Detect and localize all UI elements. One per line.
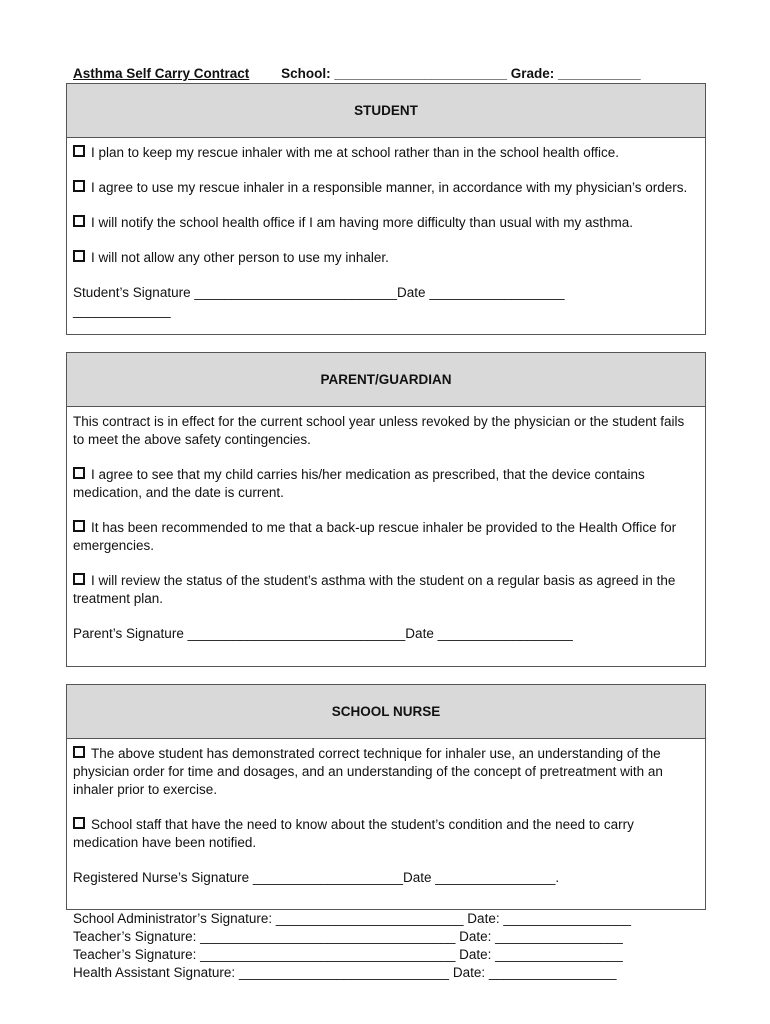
checkbox-icon[interactable]: [73, 145, 85, 157]
grade-field[interactable]: Grade: ___________: [510, 66, 641, 81]
parent-heading: PARENT/GUARDIAN: [67, 353, 705, 407]
checkbox-icon[interactable]: [73, 520, 85, 532]
checkbox-icon[interactable]: [73, 817, 85, 829]
student-item: I will not allow any other person to use my inhaler.: [73, 249, 699, 267]
school-field[interactable]: School: _______________________: [281, 66, 508, 81]
student-section: [66, 83, 706, 335]
checkbox-icon[interactable]: [73, 746, 85, 758]
checkbox-icon[interactable]: [73, 573, 85, 585]
teacher-signature-line[interactable]: Teacher’s Signature: __________________________________ Date: _________________: [73, 929, 623, 944]
student-signature-line-cont: _____________: [73, 303, 171, 318]
student-item: I agree to use my rescue inhaler in a responsible manner, in accordance with my physician’s orders.: [73, 179, 699, 197]
nurse-heading: SCHOOL NURSE: [67, 685, 705, 739]
parent-item: I will review the status of the student’s asthma with the student on a regular basis as agreed in the treatment plan.: [73, 573, 676, 606]
form-header: [73, 66, 713, 81]
nurse-signature-line[interactable]: Registered Nurse’s Signature ____________________Date ________________.: [73, 870, 560, 885]
checkbox-icon[interactable]: [73, 215, 85, 227]
student-item: I will notify the school health office if I am having more difficulty than usual with my asthma.: [73, 214, 699, 232]
student-item: I plan to keep my rescue inhaler with me at school rather than in the school health office.: [73, 144, 699, 162]
parent-section: [66, 352, 706, 667]
footer-signatures: [73, 910, 713, 982]
parent-intro: This contract is in effect for the current school year unless revoked by the physician or the student fails to meet the above safety contingencies.: [73, 414, 685, 447]
checkbox-icon[interactable]: [73, 467, 85, 479]
nurse-item: The above student has demonstrated correct technique for inhaler use, an understanding of the physician order for time and dosages, and an understanding of the concept of pretreatment with an inhaler prior to exercise.: [73, 746, 663, 797]
administrator-signature-line[interactable]: School Administrator’s Signature: _________________________ Date: _________________: [73, 911, 631, 926]
student-heading: STUDENT: [67, 84, 705, 138]
teacher-signature-line[interactable]: Teacher’s Signature: __________________________________ Date: _________________: [73, 947, 623, 962]
parent-item: It has been recommended to me that a back-up rescue inhaler be provided to the Health Office for emergencies.: [73, 520, 677, 553]
health-assistant-signature-line[interactable]: Health Assistant Signature: ____________________________ Date: _________________: [73, 965, 617, 980]
nurse-section: [66, 684, 706, 910]
nurse-item: School staff that have the need to know about the student’s condition and the need to carry medication have been notified.: [73, 817, 634, 850]
checkbox-icon[interactable]: [73, 250, 85, 262]
student-signature-line[interactable]: Student’s Signature ___________________________Date __________________: [73, 285, 565, 300]
form-title: Asthma Self Carry Contract: [73, 66, 250, 81]
parent-item: I agree to see that my child carries his/her medication as prescribed, that the device contains medication, and the date is current.: [73, 467, 645, 500]
checkbox-icon[interactable]: [73, 180, 85, 192]
parent-signature-line[interactable]: Parent’s Signature _____________________________Date __________________: [73, 626, 573, 641]
